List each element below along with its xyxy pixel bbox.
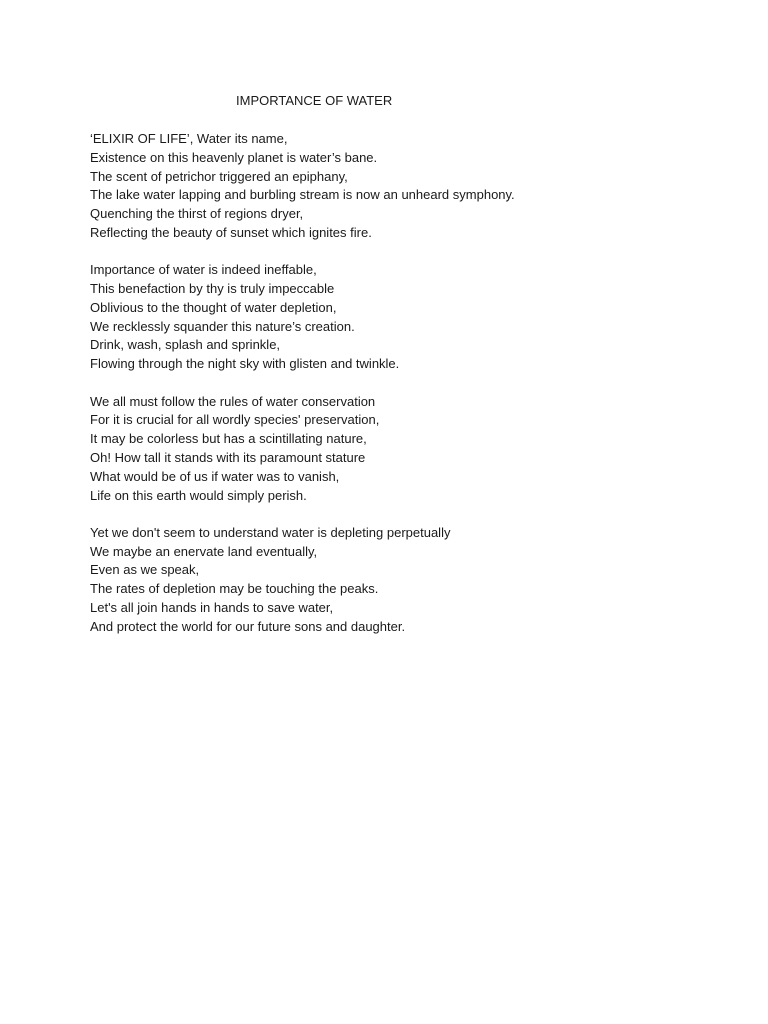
- poem-line: Flowing through the night sky with glisten and twinkle.: [90, 356, 400, 372]
- stanza-2: [90, 261, 730, 374]
- poem-line: For it is crucial for all wordly species' preservation,: [90, 412, 380, 428]
- poem-line: This benefaction by thy is truly impeccable: [90, 281, 335, 297]
- poem-line: The scent of petrichor triggered an epiphany,: [90, 168, 348, 184]
- poem-line: We maybe an enervate land eventually,: [90, 543, 318, 559]
- poem-line: We recklessly squander this nature’s creation.: [90, 318, 355, 334]
- poem-line: Even as we speak,: [90, 562, 200, 578]
- poem-line: Quenching the thirst of regions dryer,: [90, 206, 304, 222]
- poem-title: IMPORTANCE OF WATER: [236, 93, 393, 108]
- poem-line: It may be colorless but has a scintillating nature,: [90, 431, 367, 447]
- poem-line: We all must follow the rules of water conservation: [90, 393, 376, 409]
- poem-line: Life on this earth would simply perish.: [90, 487, 307, 503]
- poem-line: Existence on this heavenly planet is water’s bane.: [90, 149, 378, 165]
- poem-line: The lake water lapping and burbling stream is now an unheard symphony.: [90, 187, 515, 203]
- stanza-4: [90, 524, 730, 637]
- poem-line: Drink, wash, splash and sprinkle,: [90, 337, 281, 353]
- poem-line: The rates of depletion may be touching the peaks.: [90, 581, 379, 597]
- poem-line: Reflecting the beauty of sunset which ignites fire.: [90, 224, 372, 240]
- stanza-1: [90, 130, 730, 243]
- poem-line: Let's all join hands in hands to save water,: [90, 600, 334, 616]
- poem-line: Oh! How tall it stands with its paramount stature: [90, 449, 366, 465]
- poem-line: Oblivious to the thought of water depletion,: [90, 299, 337, 315]
- poem-line: ‘ELIXIR OF LIFE’, Water its name,: [90, 131, 288, 146]
- poem-line: What would be of us if water was to vanish,: [90, 468, 340, 484]
- poem-body: [90, 130, 730, 655]
- stanza-3: [90, 393, 730, 506]
- poem-line: Yet we don't seem to understand water is depleting perpetually: [90, 524, 451, 540]
- poem-line: And protect the world for our future sons and daughter.: [90, 618, 406, 634]
- poem-line: Importance of water is indeed ineffable,: [90, 262, 317, 278]
